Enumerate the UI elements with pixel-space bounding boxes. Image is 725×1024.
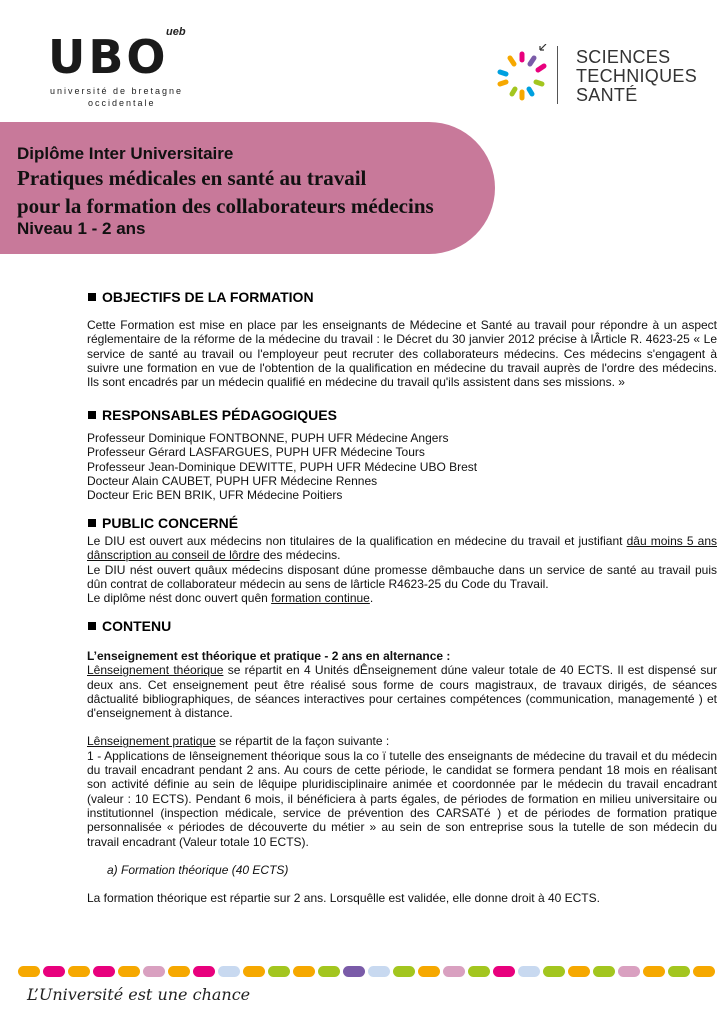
footer-dot bbox=[443, 966, 465, 977]
footer-dot bbox=[218, 966, 240, 977]
sts-divider bbox=[557, 46, 558, 104]
footer-dot bbox=[593, 966, 615, 977]
contenu-paragraphs bbox=[87, 649, 717, 905]
ubo-logo-subtitle-1: université de bretagne bbox=[50, 86, 184, 96]
footer-dot bbox=[243, 966, 265, 977]
contenu-subtitle: L’enseignement est théorique et pratique - 2 ans en alternance : bbox=[87, 649, 451, 663]
public-restriction: Le DIU nést ouvert quâux médecins disposant dúne promesse dêmbauche dans un service de santé au travail puis dûn contrat de collaborateur médecin au sens de lârticle R4623-25 du Code du Travail. bbox=[87, 562, 717, 591]
public-paragraphs bbox=[87, 534, 717, 605]
contenu-subsection-a: a) Formation théorique (40 ECTS) bbox=[107, 862, 289, 877]
footer-dot bbox=[18, 966, 40, 977]
list-item: Professeur Jean-Dominique DEWITTE, PUPH UFR Médecine UBO Brest bbox=[87, 459, 478, 474]
footer-dot bbox=[468, 966, 490, 977]
square-bullet-icon bbox=[88, 622, 96, 630]
footer-dot bbox=[393, 966, 415, 977]
footer-dot bbox=[643, 966, 665, 977]
square-bullet-icon bbox=[88, 411, 96, 419]
footer-dot bbox=[693, 966, 715, 977]
diploma-type: Diplôme Inter Universitaire bbox=[17, 144, 234, 163]
footer-dot bbox=[293, 966, 315, 977]
footer-dot bbox=[343, 966, 365, 977]
footer-dot bbox=[618, 966, 640, 977]
footer-dot bbox=[193, 966, 215, 977]
diploma-title-line-2: pour la formation des collaborateurs médecins bbox=[17, 194, 434, 218]
diploma-level: Niveau 1 - 2 ans bbox=[17, 219, 146, 238]
footer-dot bbox=[168, 966, 190, 977]
footer-dot bbox=[418, 966, 440, 977]
contenu-pratique-details: 1 - Applications de lênseignement théorique sous la co ï tutelle des enseignants de médecine du travail et du médecin du travail encadrant pendant 2 ans. Au cours de cette période, le candidat se formera pendant 18 mois en réalisant son activité définie au sein de lêquipe pluridisciplinaire animée et coordonnée par le médecin du travail encadrant (valeur : 10 ECTS). Pendant 6 mois, il bénéficiera à parts égales, de périodes de formation en milieu universitaire ou institutionnel (inspection médicale, service de prévention des CARSATé ) et de périodes de formation pratique personnalisée « périodes de découverte du métier » au sein de son entreprise sous la tutelle de son médecin du travail encadrant (Valeur totale 10 ECTS). bbox=[87, 748, 717, 849]
contenu-theorique-summary: La formation théorique est répartie sur 2 ans. Lorsquêlle est validée, elle donne droit à 40 ECTS. bbox=[87, 891, 600, 906]
footer-dot bbox=[568, 966, 590, 977]
section-title-contenu: CONTENU bbox=[88, 618, 171, 634]
section-title-responsables: RESPONSABLES PÉDAGOGIQUES bbox=[88, 407, 337, 423]
ubo-logo bbox=[48, 26, 198, 108]
footer-dot bbox=[93, 966, 115, 977]
footer-dot bbox=[318, 966, 340, 977]
footer-dot bbox=[118, 966, 140, 977]
footer-dot bbox=[518, 966, 540, 977]
footer-dot bbox=[668, 966, 690, 977]
footer-dot bbox=[368, 966, 390, 977]
section-title-public: PUBLIC CONCERNÉ bbox=[88, 515, 238, 531]
title-banner bbox=[0, 122, 495, 254]
sts-line-2: TECHNIQUES bbox=[576, 66, 698, 86]
square-bullet-icon bbox=[88, 293, 96, 301]
public-eligibility: Le DIU est ouvert aux médecins non titulaires de la qualification en médecine du travail et justifiant dâu moins 5 ans dânscription au conseil de lôrdre des médecins. bbox=[87, 534, 717, 563]
footer-dot bbox=[143, 966, 165, 977]
list-item: Docteur Alain CAUBET, PUPH UFR Médecine Rennes bbox=[87, 473, 378, 488]
square-bullet-icon bbox=[88, 519, 96, 527]
responsables-list bbox=[87, 431, 717, 502]
diploma-title-line-1: Pratiques médicales en santé au travail bbox=[17, 166, 367, 190]
sciences-techniques-sante-logo bbox=[488, 40, 698, 110]
sts-line-1: SCIENCES bbox=[576, 47, 671, 67]
footer-slogan: L’Université est une chance bbox=[27, 985, 251, 1004]
list-item: Docteur Eric BEN BRIK, UFR Médecine Poitiers bbox=[87, 488, 343, 503]
contenu-pratique-intro: Lênseignement pratique se répartit de la façon suivante : bbox=[87, 734, 390, 749]
footer-dot bbox=[68, 966, 90, 977]
formation-continue-link[interactable]: formation continue bbox=[271, 591, 370, 606]
footer-dot-band bbox=[18, 966, 718, 980]
ueb-mark: ueb bbox=[166, 26, 186, 38]
ubo-logo-subtitle-2: occidentale bbox=[88, 98, 156, 108]
sts-line-3: SANTÉ bbox=[576, 85, 638, 105]
list-item: Professeur Gérard LASFARGUES, PUPH UFR Médecine Tours bbox=[87, 445, 425, 460]
footer-dot bbox=[43, 966, 65, 977]
section-title-objectifs: OBJECTIFS DE LA FORMATION bbox=[88, 289, 314, 305]
list-item: Professeur Dominique FONTBONNE, PUPH UFR Médecine Angers bbox=[87, 431, 449, 445]
footer-dot bbox=[493, 966, 515, 977]
objectifs-paragraph: Cette Formation est mise en place par les enseignants de Médecine et Santé au travail pour répondre à un aspect réglementaire de la réforme de la médecine du travail : le Décret du 30 janvier 2012 précise à lÂrticle R. 4623-25 « Le service de santé au travail ou l'employeur peut recruter des collaborateurs médecins. Ces médecins s'engagent à suivre une formation en vue de l'obtention de la qualification en médecine du travail auprès de l'ordre des médecins. Ils sont encadrés par un médecin qualifié en médecine du travail qu'ils assistent dans ses missions. » bbox=[87, 318, 717, 390]
sts-burst-icon bbox=[490, 44, 554, 108]
ubo-logo-letters: UBO bbox=[48, 30, 169, 84]
public-continuing: Le diplôme nést donc ouvert quên formation continue. bbox=[87, 591, 374, 606]
footer-dot bbox=[268, 966, 290, 977]
footer-dot bbox=[543, 966, 565, 977]
contenu-theorique: Lênseignement théorique se répartit en 4 Unités dÊnseignement dúne valeur totale de 40 ECTS. Il est dispensé sur deux ans. Cet enseignement peut être réalisé sous forme de cours magistraux, de travaux dirigés, de séances dâctualité bibliographiques, de séances interactives pour certaines compétences (communication, managementé ) et d'enseignement à distance. bbox=[87, 663, 718, 721]
